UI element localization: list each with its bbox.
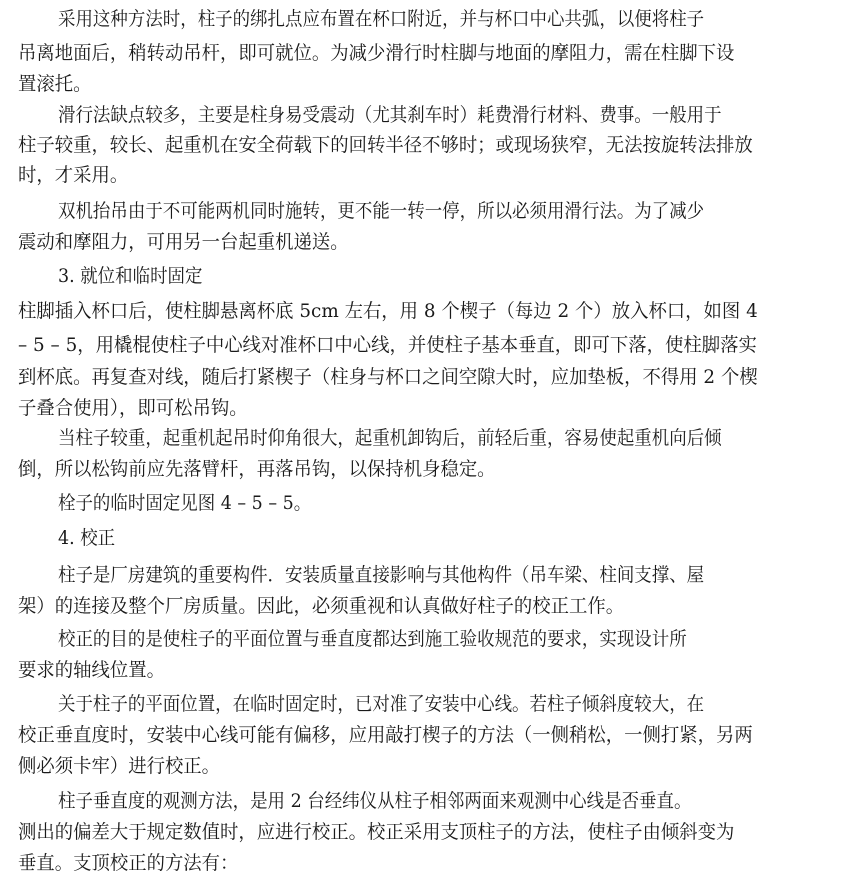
line-text: 校正垂直度时，安装中心线可能有偏移，应用敲打楔子的方法（一侧稍松，一侧打紧，另两 bbox=[18, 724, 753, 746]
line-text: 要求的轴线位置。 bbox=[18, 659, 165, 681]
line-text: 震动和摩阻力，可用另一台起重机递送。 bbox=[18, 231, 349, 253]
paragraph-line bbox=[0, 360, 841, 394]
line-text: 架）的连接及整个厂房质量。因此，必须重视和认真做好柱子的校正工作。 bbox=[18, 595, 625, 617]
line-text: 柱子是厂房建筑的重要构件．安装质量直接影响与其他构件（吊车梁、柱间支撑、屋 bbox=[58, 564, 705, 586]
paragraph-line bbox=[0, 589, 841, 623]
paragraph-line bbox=[0, 158, 841, 192]
paragraph-line bbox=[0, 718, 841, 752]
paragraph-line bbox=[0, 558, 841, 592]
paragraph-line bbox=[0, 2, 841, 36]
paragraph-line bbox=[0, 784, 841, 818]
paragraph-line bbox=[0, 653, 841, 687]
paragraph-line bbox=[0, 194, 841, 228]
line-text: 柱子较重，较长、起重机在安全荷载下的回转半径不够时；或现场狭窄，无法按旋转法排放 bbox=[18, 134, 753, 156]
paragraph-line bbox=[0, 128, 841, 162]
line-text: 侧必须卡牢）进行校正。 bbox=[18, 755, 221, 777]
line-text: 滑行法缺点较多，主要是柱身易受震动（尤其刹车时）耗费滑行材料、费事。一般用于 bbox=[58, 104, 722, 126]
line-text: 双机抬吊由于不可能两机同时施转，更不能一转一停，所以必须用滑行法。为了减少 bbox=[58, 200, 705, 222]
paragraph-line bbox=[0, 328, 841, 362]
paragraph-line bbox=[0, 846, 841, 880]
line-text: 置滚托。 bbox=[18, 73, 92, 95]
paragraph-line bbox=[0, 452, 841, 486]
line-text: 柱脚插入杯口后，使柱脚悬离杯底 5cm 左右，用 8 个楔子（每边 2 个）放入杯口，如图 4 bbox=[18, 300, 758, 322]
line-text: 当柱子较重，起重机起吊时仰角很大，起重机卸钩后，前轻后重，容易使起重机向后倾 bbox=[58, 427, 722, 449]
paragraph-line bbox=[0, 421, 841, 455]
line-text: 到杯底。再复查对线，随后打紧楔子（柱身与杯口之间空隙大时，应加垫板，不得用 2 个楔 bbox=[18, 366, 758, 388]
paragraph-line bbox=[0, 687, 841, 721]
paragraph-line bbox=[0, 815, 841, 849]
line-text: – 5 – 5，用橇棍使柱子中心线对准杯口中心线，并使柱子基本垂直，即可下落，使柱脚落实 bbox=[18, 334, 757, 356]
paragraph-line bbox=[0, 391, 841, 425]
paragraph-line bbox=[0, 225, 841, 259]
line-text: 柱子垂直度的观测方法，是用 2 台经纬仪从柱子相邻两面来观测中心线是否垂直。 bbox=[58, 790, 692, 812]
line-text: 采用这种方法时，柱子的绑扎点应布置在杯口附近，并与杯口中心共弧，以便将柱子 bbox=[58, 8, 705, 30]
section-heading bbox=[0, 259, 841, 293]
line-text: 倒，所以松钩前应先落臂杆，再落吊钩，以保持机身稳定。 bbox=[18, 458, 496, 480]
section-heading bbox=[0, 521, 841, 555]
heading-text: 3. 就位和临时固定 bbox=[58, 265, 203, 287]
line-text: 栓子的临时固定见图 4 – 5 – 5。 bbox=[58, 492, 312, 514]
paragraph-line bbox=[0, 294, 841, 328]
paragraph-line bbox=[0, 67, 841, 101]
line-text: 时，才采用。 bbox=[18, 164, 129, 186]
line-text: 测出的偏差大于规定数值时，应进行校正。校正采用支顶柱子的方法，使柱子由倾斜变为 bbox=[18, 821, 735, 843]
line-text: 垂直。支顶校正的方法有： bbox=[18, 852, 239, 874]
paragraph-line bbox=[0, 622, 841, 656]
line-text: 校正的目的是使柱子的平面位置与垂直度都达到施工验收规范的要求，实现设计所 bbox=[58, 628, 687, 650]
paragraph-line bbox=[0, 749, 841, 783]
line-text: 子叠合使用），即可松吊钩。 bbox=[18, 397, 248, 419]
paragraph-line bbox=[0, 98, 841, 132]
line-text: 吊离地面后，稍转动吊杆，即可就位。为减少滑行时柱脚与地面的摩阻力，需在柱脚下设 bbox=[18, 42, 735, 64]
paragraph-line bbox=[0, 36, 841, 70]
paragraph-line bbox=[0, 486, 841, 520]
heading-text: 4. 校正 bbox=[58, 527, 116, 549]
line-text: 关于柱子的平面位置，在临时固定时，已对准了安装中心线。若柱子倾斜度较大，在 bbox=[58, 693, 705, 715]
